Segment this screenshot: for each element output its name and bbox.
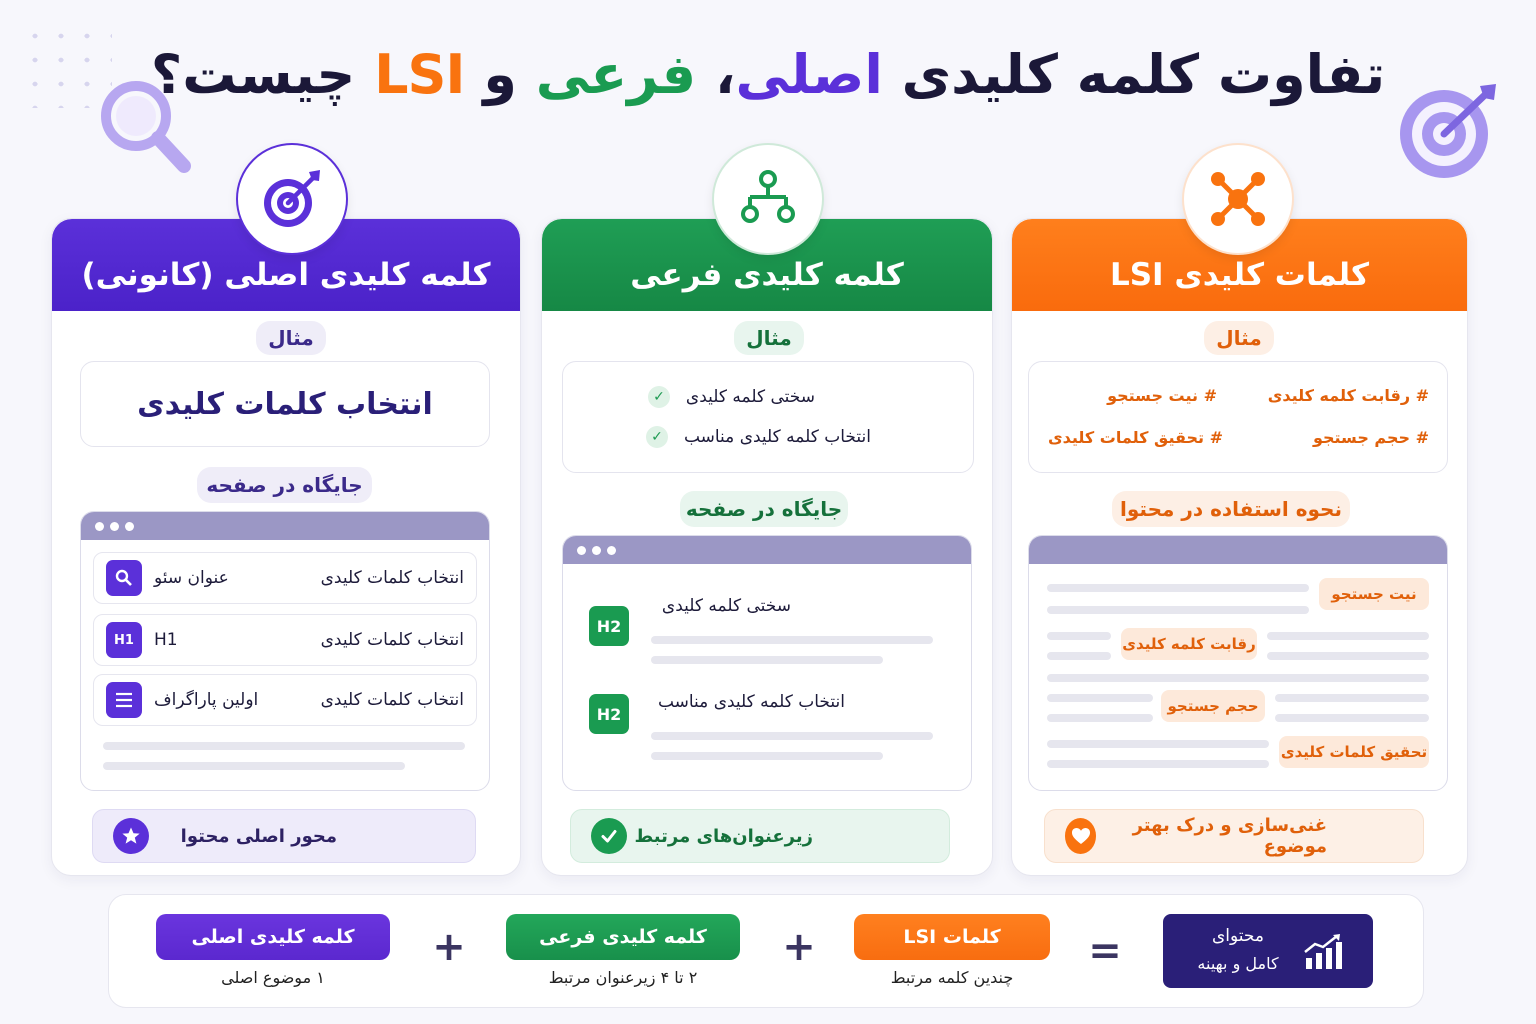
row-value: انتخاب کلمات کلیدی xyxy=(320,630,464,650)
secondary-hierarchy-icon xyxy=(712,143,824,255)
placeholder-line xyxy=(651,636,933,644)
secondary-footer-text: زیرعنوان‌های مرتبط xyxy=(634,825,813,847)
formula-secondary-label: کلمه کلیدی فرعی xyxy=(506,914,740,960)
main-row-h1 xyxy=(93,614,477,666)
formula-result-line1: محتوای xyxy=(1211,926,1265,946)
placeholder-line xyxy=(1275,694,1429,702)
secondary-example-item xyxy=(648,386,815,408)
secondary-example-box xyxy=(562,361,974,473)
seo-icon xyxy=(106,560,142,596)
row-label: H1 xyxy=(154,630,178,650)
lsi-footer-text: غنی‌سازی و درک بهتر موضوع xyxy=(1132,815,1327,857)
placeholder-line xyxy=(103,762,405,770)
main-placement-label: جایگاه در صفحه xyxy=(197,467,372,503)
lsi-tag: # نیت جستجو xyxy=(1107,386,1217,405)
secondary-keyword-title: کلمه کلیدی فرعی xyxy=(630,257,904,293)
lsi-network-icon xyxy=(1182,143,1294,255)
placeholder-line xyxy=(1267,652,1429,660)
lsi-tag: # تحقیق کلمات کلیدی xyxy=(1047,428,1223,447)
placeholder-line xyxy=(103,742,465,750)
plus-sign: + xyxy=(782,924,816,970)
h2-tag: H2 xyxy=(589,694,629,734)
row-label: اولین پاراگراف xyxy=(154,690,259,710)
h1-icon: H1 xyxy=(106,622,142,658)
equals-sign: = xyxy=(1088,928,1122,974)
main-footer-text: محور اصلی محتوا xyxy=(180,825,337,847)
formula-main-sub: ۱ موضوع اصلی xyxy=(221,968,325,987)
browser-bar xyxy=(563,536,971,564)
main-example-box xyxy=(80,361,490,447)
placeholder-line xyxy=(1047,632,1111,640)
row-label: عنوان سئو xyxy=(154,568,229,588)
main-footer xyxy=(92,809,476,863)
formula-main-label: کلمه کلیدی اصلی xyxy=(156,914,390,960)
secondary-example-text: انتخاب کلمه کلیدی مناسب xyxy=(683,427,871,447)
placeholder-line xyxy=(1047,714,1153,722)
secondary-browser-mock xyxy=(562,535,972,791)
browser-bar xyxy=(81,512,489,540)
heart-icon xyxy=(1065,818,1096,854)
lsi-usage-label: نحوه استفاده در محتوا xyxy=(1112,491,1350,527)
check-icon: ✓ xyxy=(648,386,670,408)
main-keyword-card xyxy=(51,218,521,876)
check-icon: ✓ xyxy=(646,426,668,448)
lsi-footer xyxy=(1044,809,1424,863)
secondary-example-text: سختی کلمه کلیدی xyxy=(685,387,815,407)
main-example-text: انتخاب کلمات کلیدی xyxy=(137,386,433,422)
placeholder-line xyxy=(1047,606,1309,614)
secondary-example-label: مثال xyxy=(734,321,804,355)
main-target-icon xyxy=(236,143,348,255)
lsi-example-box xyxy=(1028,361,1448,473)
paragraph-icon xyxy=(106,682,142,718)
secondary-heading-text: سختی کلمه کلیدی xyxy=(661,596,791,616)
placeholder-line xyxy=(1267,632,1429,640)
placeholder-line xyxy=(651,732,933,740)
placeholder-line xyxy=(1047,674,1429,682)
lsi-tag: # حجم جستجو xyxy=(1312,428,1429,447)
page-title: تفاوت کلمه کلیدی اصلی ، فرعی و LSI چیست؟ xyxy=(150,42,1386,106)
lsi-chip: تحقیق کلمات کلیدی xyxy=(1279,736,1429,768)
main-example-label: مثال xyxy=(256,321,326,355)
lsi-example-label: مثال xyxy=(1204,321,1274,355)
secondary-heading-text: انتخاب کلمه کلیدی مناسب xyxy=(657,692,845,712)
lsi-chip: حجم جستجو xyxy=(1161,690,1265,722)
main-keyword-title: کلمه کلیدی اصلی (کانونی) xyxy=(81,257,491,293)
h2-tag: H2 xyxy=(589,606,629,646)
secondary-keyword-card xyxy=(541,218,993,876)
lsi-browser-mock xyxy=(1028,535,1448,791)
placeholder-line xyxy=(1047,694,1153,702)
lsi-tag: # رقابت کلمه کلیدی xyxy=(1267,386,1429,405)
placeholder-line xyxy=(1275,714,1429,722)
main-row-first-paragraph xyxy=(93,674,477,726)
growth-chart-icon xyxy=(1303,934,1343,974)
formula-lsi-label: کلمات LSI xyxy=(854,914,1050,960)
lsi-chip: نیت جستجو xyxy=(1319,578,1429,610)
formula-result-line2: کامل و بهینه xyxy=(1197,954,1279,973)
formula-lsi-sub: چندین کلمه مرتبط xyxy=(890,968,1014,987)
browser-bar xyxy=(1029,536,1447,564)
formula-result xyxy=(1163,914,1373,988)
placeholder-line xyxy=(651,752,883,760)
secondary-placement-label: جایگاه در صفحه xyxy=(680,491,848,527)
row-value: انتخاب کلمات کلیدی xyxy=(320,568,464,588)
star-icon xyxy=(113,818,149,854)
lsi-keyword-title: کلمات کلیدی LSI xyxy=(1109,257,1370,293)
formula-secondary-sub: ۲ تا ۴ زیرعنوان مرتبط xyxy=(548,968,698,987)
secondary-footer xyxy=(570,809,950,863)
main-row-seo-title xyxy=(93,552,477,604)
row-value: انتخاب کلمات کلیدی xyxy=(320,690,464,710)
placeholder-line xyxy=(1047,652,1111,660)
lsi-keyword-card xyxy=(1011,218,1468,876)
check-circle-icon xyxy=(591,818,627,854)
main-browser-mock xyxy=(80,511,490,791)
secondary-example-item xyxy=(646,426,871,448)
placeholder-line xyxy=(1047,740,1269,748)
plus-sign: + xyxy=(432,924,466,970)
placeholder-line xyxy=(1047,760,1269,768)
lsi-chip: رقابت کلمه کلیدی xyxy=(1121,628,1257,660)
placeholder-line xyxy=(651,656,883,664)
placeholder-line xyxy=(1047,584,1309,592)
